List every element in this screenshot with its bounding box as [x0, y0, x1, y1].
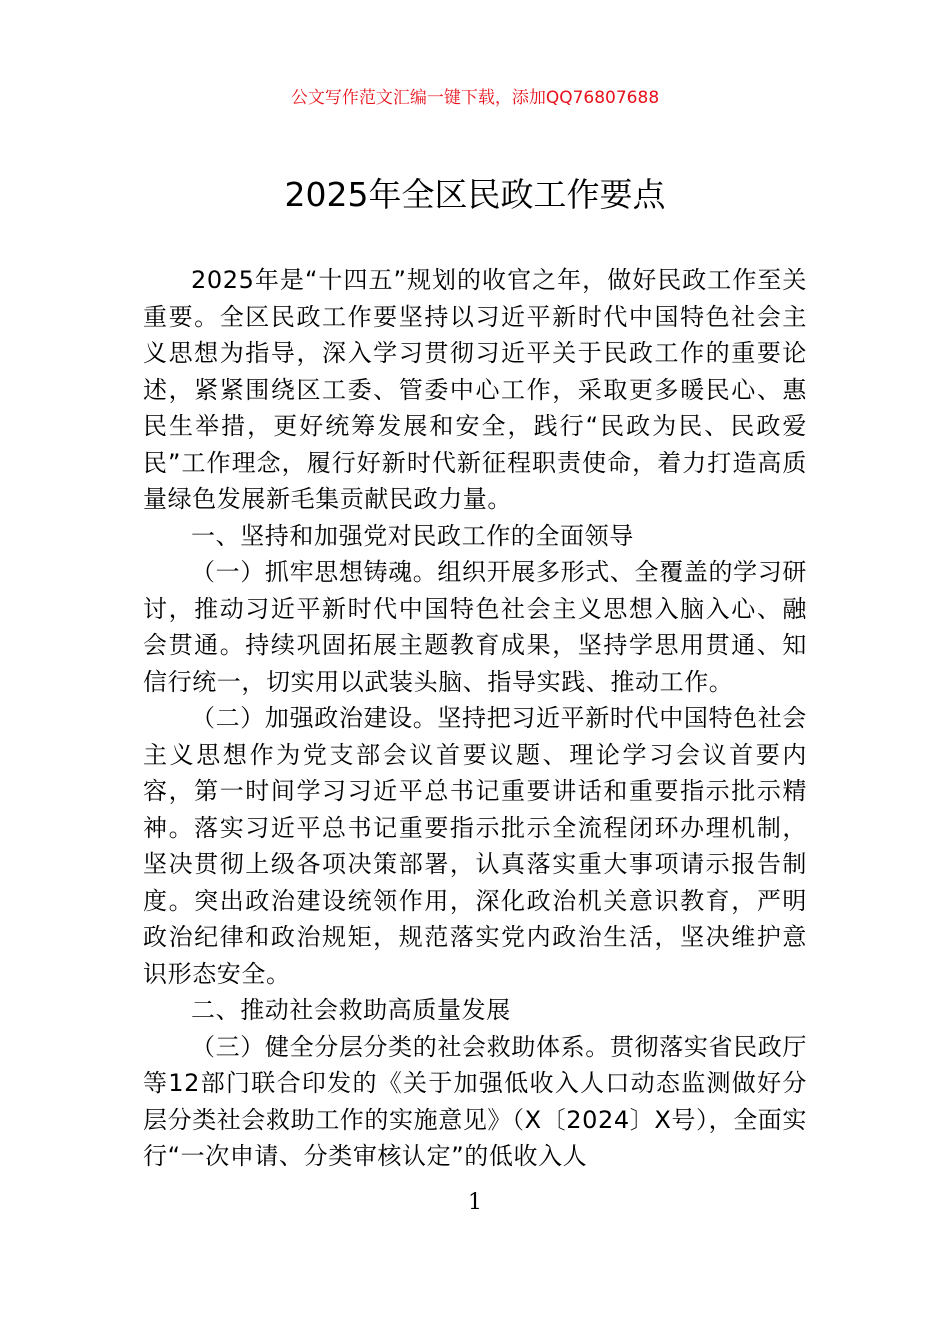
watermark-text: 公文写作范文汇编一键下载，添加QQ76807688	[290, 88, 660, 108]
subsection-paragraph-1: （一）抓牢思想铸魂。组织开展多形式、全覆盖的学习研讨，推动习近平新时代中国特色社会主义思想入脑入心、融会贯通。持续巩固拓展主题教育成果，坚持学思用贯通、知信行统一，切实用以武装头脑、指导实践、推动工作。	[143, 558, 807, 696]
subsection-paragraph-2: （二）加强政治建设。坚持把习近平新时代中国特色社会主义思想作为党支部会议首要议题、理论学习会议首要内容，第一时间学习习近平总书记重要讲话和重要指示批示精神。落实习近平总书记重要指示批示全流程闭环办理机制，坚决贯彻上级各项决策部署，认真落实重大事项请示报告制度。突出政治建设统领作用，深化政治机关意识教育，严明政治纪律和政治规矩，规范落实党内政治生活，坚决维护意识形态安全。	[143, 704, 807, 988]
section-heading-1: 一、坚持和加强党对民政工作的全面领导	[191, 521, 634, 550]
page-number: 1	[468, 1190, 482, 1215]
subsection-paragraph-3: （三）健全分层分类的社会救助体系。贯彻落实省民政厅等12部门联合印发的《关于加强低收入人口动态监测做好分层分类社会救助工作的实施意见》（X〔2024〕X号），全面实行“一次申请、分类审核认定”的低收入人	[143, 1032, 807, 1170]
section-heading-2: 二、推动社会救助高质量发展	[191, 996, 511, 1024]
document-title: 2025年全区民政工作要点	[284, 175, 666, 214]
intro-paragraph: 2025年是“十四五”规划的收官之年，做好民政工作至关重要。全区民政工作要坚持以习近平新时代中国特色社会主义思想为指导，深入学习贯彻习近平关于民政工作的重要论述，紧紧围绕区工委、管委中心工作，采取更多暖民心、惠民生举措，更好统筹发展和安全，践行“民政为民、民政爱民”工作理念，履行好新时代新征程职责使命，着力打造高质量绿色发展新毛集贡献民政力量。	[143, 266, 807, 513]
document-body	[143, 262, 807, 1175]
